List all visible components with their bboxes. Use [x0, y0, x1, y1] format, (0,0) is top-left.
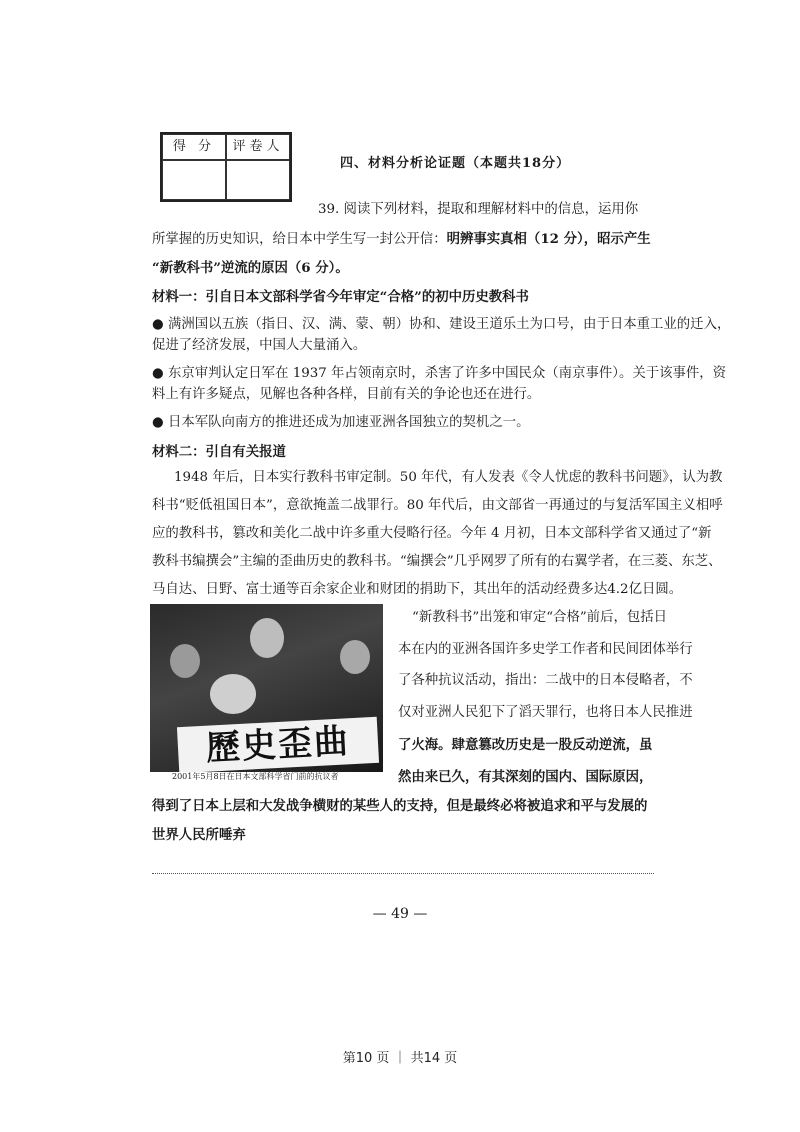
- material2-line-5: 马自达、日野、富士通等百余家企业和财团的捐助下，其出年的活动经费多达4.2亿日圆。: [152, 582, 683, 597]
- photo-figure: [340, 640, 370, 674]
- photo-banner: 歷史歪曲: [177, 717, 379, 772]
- question-line-2b: 明辨事实真相（12 分），昭示产生: [446, 231, 651, 247]
- question-line-1: 39. 阅读下列材料，提取和理解材料中的信息，运用你: [318, 202, 639, 217]
- score-table: [160, 132, 292, 202]
- bullet-1-line-1: ● 满洲国以五族（指日、汉、满、蒙、朝）协和、建设王道乐土为口号，由于日本重工业的迁入，: [152, 317, 731, 332]
- right-line-6: 然由来已久，有其深刻的国内、国际原因，: [398, 769, 653, 785]
- question-line-2: [152, 229, 652, 250]
- material1-heading: 材料一：引自日本文部科学省今年审定“合格”的初中历史教科书: [152, 289, 529, 305]
- protest-photo: [150, 604, 383, 772]
- page-footer: 第10 页 ｜ 共14 页: [342, 1051, 458, 1066]
- right-line-4: 仅对亚洲人民犯下了滔天罪行，也将日本人民推进: [398, 705, 693, 720]
- final-line-1: 得到了日本上层和大发战争横财的某些人的支持，但是最终必将被追求和平与发展的: [152, 798, 648, 814]
- grader-label: 评卷人: [226, 134, 290, 160]
- material2-heading: 材料二：引自有关报道: [152, 444, 286, 460]
- question-line-2a: 所掌握的历史知识，给日本中学生写一封公开信：: [152, 232, 447, 247]
- material2-line-1: 1948 年后，日本实行教科书审定制。50 年代，有人发表《令人忧虑的教科书问题》，认为教: [174, 470, 723, 485]
- material2-line-2: 科书“贬低祖国日本”，意欲掩盖二战罪行。80 年代后，由文部省一再通过的与复活军国主义相呼: [152, 498, 723, 513]
- material2-line-4: 教科书编撰会”主编的歪曲历史的教科书。“编撰会”几乎网罗了所有的右翼学者，在三菱、东芝、: [152, 554, 722, 569]
- grader-cell: [226, 160, 290, 200]
- right-line-1: “新教科书”出笼和审定“合格”前后，包括日: [412, 610, 668, 625]
- right-line-3: 了各种抗议活动，指出：二战中的日本侵略者，不: [398, 673, 693, 688]
- photo-figure: [250, 618, 284, 658]
- bullet-2-line-1: ● 东京审判认定日军在 1937 年占领南京时，杀害了许多中国民众（南京事件）。关于该事件，资: [152, 366, 727, 381]
- final-line-2: 世界人民所唾弃: [152, 827, 246, 843]
- right-line-2: 本在内的亚洲各国许多史学工作者和民间团体举行: [398, 642, 693, 657]
- section-title: 四、材料分析论证题（本题共18分）: [340, 156, 571, 171]
- photo-caption: 2001年5月8日在日本文部科学省门前的抗议者: [172, 772, 339, 781]
- bullet-3-line-1: ● 日本军队向南方的推进还成为加速亚洲各国独立的契机之一。: [152, 415, 530, 430]
- divider: [152, 873, 654, 874]
- score-cell: [162, 160, 226, 200]
- material2-line-3: 应的教科书，篡改和美化二战中许多重大侵略行径。今年 4 月初，日本文部科学省又通过了“新: [152, 526, 712, 541]
- right-line-5: 了火海。肆意篡改历史是一股反动逆流，虽: [398, 737, 653, 753]
- photo-figure: [210, 674, 256, 714]
- bullet-1-line-2: 促进了经济发展，中国人大量涌入。: [152, 338, 367, 353]
- bullet-2-line-2: 料上有许多疑点，见解也各种各样，目前有关的争论也还在进行。: [152, 387, 541, 402]
- score-label: 得 分: [162, 134, 226, 160]
- photo-figure: [170, 644, 200, 678]
- question-line-3: “新教科书”逆流的原因（6 分）。: [152, 260, 349, 276]
- page-number: — 49 —: [372, 906, 428, 922]
